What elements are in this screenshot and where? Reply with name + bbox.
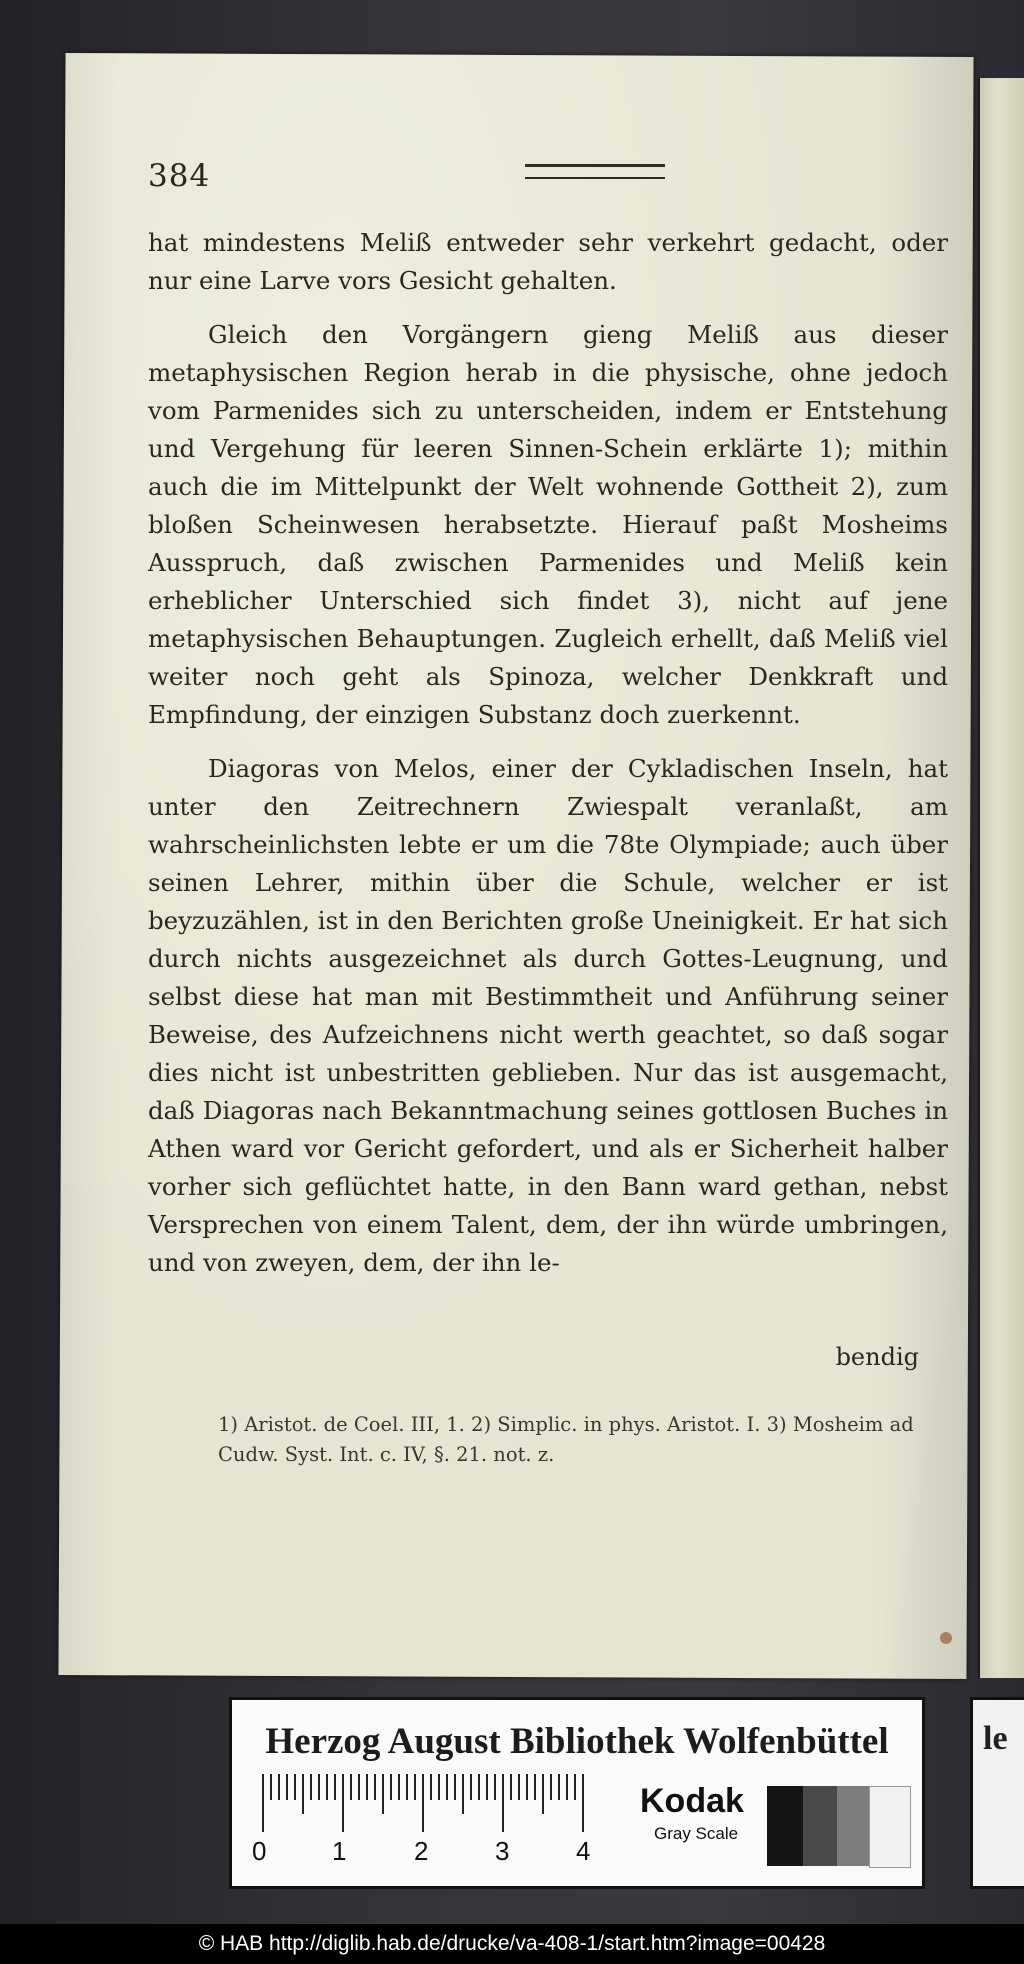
scale-label-3: 3 bbox=[495, 1836, 510, 1866]
kodak-logo: Kodak bbox=[640, 1782, 744, 1820]
footer-credit: © HAB http://diglib.hab.de/drucke/va-408-1/start.htm?image=00428 bbox=[198, 1932, 826, 1955]
adjacent-page-edge bbox=[978, 78, 1024, 1678]
ruler-tick bbox=[302, 1774, 304, 1814]
library-title: Herzog August Bibliothek Wolfenbüttel bbox=[265, 1721, 889, 1762]
ruler-tick bbox=[334, 1774, 336, 1800]
gray-patch-mid bbox=[837, 1786, 869, 1866]
ruler-tick bbox=[374, 1774, 376, 1800]
color-ruler-card bbox=[229, 1697, 925, 1889]
ruler-tick bbox=[398, 1774, 400, 1800]
footnote-line: 1) Aristot. de Coel. III, 1. 2) Simplic. in phys. Aristot. I. 3) Mosheim ad Cudw. Syst. Int. c. IV, §. 21. not. z. bbox=[218, 1413, 914, 1466]
footer-bar bbox=[0, 1924, 1024, 1964]
ruler-tick bbox=[454, 1774, 456, 1800]
page-number: 384 bbox=[148, 158, 211, 194]
ruler-tick bbox=[390, 1774, 392, 1800]
header-rule bbox=[525, 164, 665, 179]
ruler-tick bbox=[406, 1774, 408, 1800]
body-text bbox=[148, 224, 948, 1282]
ruler-tick bbox=[574, 1774, 576, 1800]
ruler-tick bbox=[526, 1774, 528, 1800]
ruler-tick bbox=[422, 1774, 424, 1832]
paragraph-2: Gleich den Vorgängern gieng Meliß aus dieser metaphysischen Region herab in die physische, ohne jedoch vom Parmenides sich zu unterscheiden, indem er Entstehung und Vergehung für leeren Sinnen-Schein erklärte 1); mithin auch die im Mittelpunkt der Welt wohnende Gottheit 2), zum bloßen Scheinwesen herabsetzte. Hierauf paßt Mosheims Ausspruch, daß zwischen Parmenides und Meliß kein erheblicher Unterschied sich findet 3), nicht auf jene metaphysischen Behauptungen. Zugleich erhellt, daß Meliß viel weiter noch geht als Spinoza, welcher Denkkraft und Empfindung, der einzigen Substanz doch zuerkennt. bbox=[148, 320, 948, 729]
ruler-tick bbox=[382, 1774, 384, 1814]
gray-patch-dark bbox=[803, 1786, 837, 1866]
scale-label-4: 4 bbox=[576, 1836, 591, 1866]
ruler-tick bbox=[358, 1774, 360, 1800]
ruler-tick bbox=[518, 1774, 520, 1800]
ruler-tick bbox=[414, 1774, 416, 1800]
paragraph-3: Diagoras von Melos, einer der Cykladischen Inseln, hat unter den Zeitrechnern Zwiespalt veranlaßt, am wahrscheinlichsten lebte er um die 78te Olympiade; auch über seinen Lehrer, mithin über die Schule, welcher er ist beyzuzählen, ist in den Berichten große Uneinigkeit. Er hat sich durch nichts ausgezeichnet als durch Gottes-Leugnung, und selbst diese hat man mit Bestimmtheit und Anführung seiner Beweise, des Aufzeichnens nicht werth geachtet, so daß sogar dies nicht ist unbestritten geblieben. Nur das ist ausgemacht, daß Diagoras nach Bekanntmachung seines gottlosen Buches in Athen ward vor Gericht gefordert, und als er Sicherheit halber vorher sich geflüchtet hatte, in den Bann ward gethan, nebst Versprechen von einem Talent, dem, der ihn würde umbringen, und von zweyen, dem, der ihn le- bbox=[148, 754, 948, 1277]
ruler-tick bbox=[430, 1774, 432, 1800]
ruler-tick bbox=[542, 1774, 544, 1814]
gray-patch-black bbox=[767, 1786, 803, 1866]
ruler-tick bbox=[534, 1774, 536, 1800]
ruler-tick bbox=[310, 1774, 312, 1800]
ruler-tick bbox=[566, 1774, 568, 1800]
adjacent-card-text: le bbox=[983, 1720, 1008, 1757]
ruler-tick bbox=[446, 1774, 448, 1800]
ruler-tick bbox=[262, 1774, 264, 1832]
ruler-tick bbox=[318, 1774, 320, 1800]
ruler-tick bbox=[550, 1774, 552, 1800]
scale-label-1: 1 bbox=[332, 1836, 347, 1866]
catchword: bendig bbox=[835, 1343, 919, 1371]
ruler-tick bbox=[502, 1774, 504, 1832]
ruler-tick bbox=[558, 1774, 560, 1800]
ruler-tick bbox=[494, 1774, 496, 1800]
ruler-tick bbox=[582, 1774, 584, 1832]
ruler-tick bbox=[486, 1774, 488, 1800]
ruler-tick bbox=[278, 1774, 280, 1800]
ruler-tick bbox=[478, 1774, 480, 1800]
ruler-tick bbox=[438, 1774, 440, 1800]
adjacent-ruler-card bbox=[970, 1697, 1024, 1889]
ruler-tick bbox=[286, 1774, 288, 1800]
scale-label-0: 0 bbox=[252, 1836, 267, 1866]
ruler-tick bbox=[342, 1774, 344, 1832]
ruler-tick bbox=[510, 1774, 512, 1800]
ruler-tick bbox=[270, 1774, 272, 1800]
ruler-tick bbox=[462, 1774, 464, 1814]
ruler-tick bbox=[326, 1774, 328, 1800]
paragraph-1: hat mindestens Meliß entweder sehr verkehrt gedacht, oder nur eine Larve vors Gesicht gehalten. bbox=[148, 228, 948, 295]
paper-stain bbox=[940, 1632, 952, 1644]
scale-label-2: 2 bbox=[414, 1836, 429, 1866]
ruler-scale bbox=[262, 1774, 592, 1836]
gray-scale-label: Gray Scale bbox=[654, 1824, 739, 1843]
gray-patch-white bbox=[869, 1786, 911, 1868]
ruler-tick bbox=[294, 1774, 296, 1800]
ruler-tick bbox=[350, 1774, 352, 1800]
footnotes bbox=[218, 1410, 938, 1470]
ruler-tick bbox=[366, 1774, 368, 1800]
ruler-tick bbox=[470, 1774, 472, 1800]
